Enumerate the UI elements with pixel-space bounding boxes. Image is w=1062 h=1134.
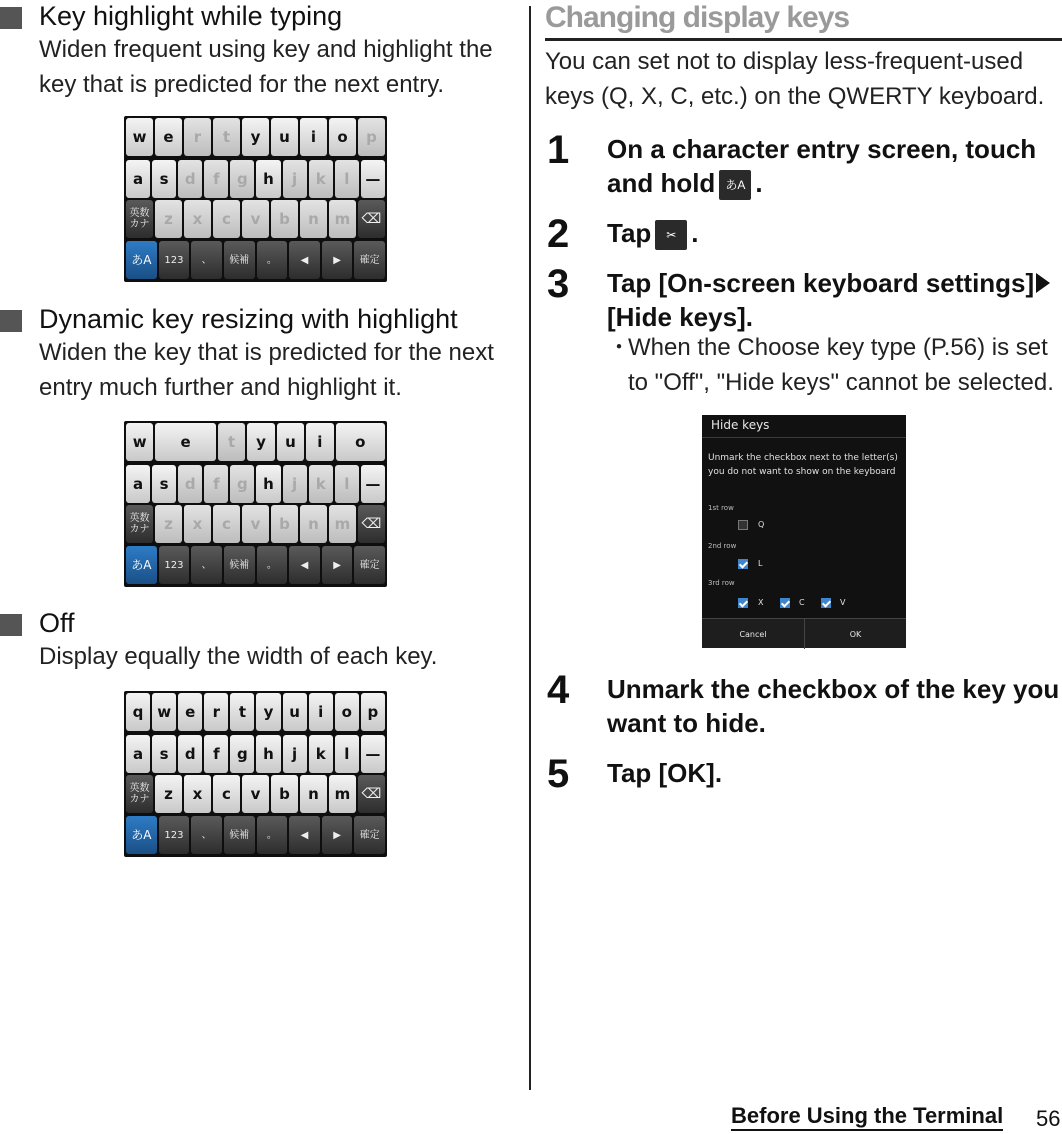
key-t[interactable]: t bbox=[218, 423, 245, 461]
keyboard-row bbox=[126, 735, 385, 773]
row-label: 1st row bbox=[708, 504, 734, 512]
key-p[interactable]: p bbox=[358, 118, 385, 156]
key-fn[interactable]: 候補 bbox=[224, 816, 255, 854]
intro-text: You can set not to display less-frequent-used keys (Q, X, C, etc.) on the QWERTY keyboard. bbox=[545, 48, 1045, 110]
dialog-message: Unmark the checkbox next to the letter(s) you do not want to show on the keyboard bbox=[708, 453, 898, 477]
key-t[interactable]: t bbox=[230, 693, 254, 731]
key-n[interactable]: n bbox=[300, 200, 327, 238]
key-v[interactable]: v bbox=[242, 505, 269, 543]
key-z[interactable]: z bbox=[155, 200, 182, 238]
step-text bbox=[607, 266, 1062, 334]
keyboard-row bbox=[126, 160, 385, 198]
section-description: Widen the key that is predicted for the next entry much further and highlight it. bbox=[39, 339, 494, 401]
column-divider bbox=[529, 6, 531, 1090]
checkbox-c[interactable] bbox=[780, 598, 790, 608]
key-fn[interactable]: 123 bbox=[159, 546, 190, 584]
page-number: 56 bbox=[1036, 1106, 1061, 1131]
step-text-part: [Hide keys]. bbox=[607, 302, 753, 332]
key-fn[interactable]: あA bbox=[126, 546, 157, 584]
section-header bbox=[0, 303, 520, 337]
key-fn[interactable]: ⌫ bbox=[358, 200, 385, 238]
key-a[interactable]: a bbox=[126, 465, 150, 503]
page-heading: Changing display keys bbox=[545, 1, 850, 34]
key-b[interactable]: b bbox=[271, 200, 298, 238]
key-fn[interactable]: — bbox=[361, 465, 385, 503]
key-z[interactable]: z bbox=[155, 775, 182, 813]
key-l[interactable]: l bbox=[335, 465, 359, 503]
key-i[interactable]: i bbox=[300, 118, 327, 156]
ok-button[interactable]: OK bbox=[804, 619, 906, 649]
key-fn[interactable]: ⌫ bbox=[358, 775, 385, 813]
step-number: 5 bbox=[547, 752, 570, 796]
key-fn[interactable]: 英数 カナ bbox=[126, 505, 153, 543]
dialog-title: Hide keys bbox=[711, 418, 770, 432]
key-x[interactable]: x bbox=[184, 775, 211, 813]
step-text-part: . bbox=[691, 218, 699, 248]
key-h[interactable]: h bbox=[256, 465, 280, 503]
keyboard-row bbox=[126, 505, 385, 543]
key-b[interactable]: b bbox=[271, 505, 298, 543]
step-number: 1 bbox=[547, 128, 570, 172]
key-l[interactable]: l bbox=[335, 160, 359, 198]
checkbox-label: V bbox=[840, 598, 846, 607]
key-r[interactable]: r bbox=[204, 693, 228, 731]
input-mode-icon: あA bbox=[719, 170, 751, 200]
key-f[interactable]: f bbox=[204, 735, 228, 773]
note-text: When the Choose key type (P.56) is set to "Off", "Hide keys" cannot be selected. bbox=[628, 334, 1054, 396]
key-k[interactable]: k bbox=[309, 465, 333, 503]
key-q[interactable]: q bbox=[126, 693, 150, 731]
section-description: Display equally the width of each key. bbox=[39, 643, 438, 670]
section-key-highlight bbox=[0, 0, 520, 98]
key-v[interactable]: v bbox=[242, 775, 269, 813]
step-text-part: . bbox=[755, 168, 763, 198]
key-g[interactable]: g bbox=[230, 735, 254, 773]
key-h[interactable]: h bbox=[256, 735, 280, 773]
checkbox-v[interactable] bbox=[821, 598, 831, 608]
key-s[interactable]: s bbox=[152, 160, 176, 198]
key-c[interactable]: c bbox=[213, 200, 240, 238]
key-j[interactable]: j bbox=[283, 735, 307, 773]
section-title: Key highlight while typing bbox=[39, 1, 343, 31]
key-fn[interactable]: 、 bbox=[191, 241, 222, 279]
key-e[interactable]: e bbox=[155, 118, 182, 156]
step-number: 3 bbox=[547, 262, 570, 306]
key-p[interactable]: p bbox=[361, 693, 385, 731]
key-v[interactable]: v bbox=[242, 200, 269, 238]
key-i[interactable]: i bbox=[306, 423, 333, 461]
row-label: 2nd row bbox=[708, 542, 737, 550]
key-e[interactable]: e bbox=[155, 423, 215, 461]
step-text-part: Tap bbox=[607, 218, 652, 248]
key-b[interactable]: b bbox=[271, 775, 298, 813]
hide-keys-dialog bbox=[702, 415, 906, 648]
key-m[interactable]: m bbox=[329, 505, 356, 543]
key-fn[interactable]: 英数 カナ bbox=[126, 200, 153, 238]
keyboard-row bbox=[126, 465, 385, 503]
key-m[interactable]: m bbox=[329, 200, 356, 238]
key-fn[interactable]: ◀ bbox=[289, 816, 320, 854]
key-fn[interactable]: 、 bbox=[191, 546, 222, 584]
step-text: Unmark the checkbox of the key you want to hide. bbox=[607, 674, 1060, 738]
key-s[interactable]: s bbox=[152, 465, 176, 503]
key-y[interactable]: y bbox=[242, 118, 269, 156]
key-x[interactable]: x bbox=[184, 200, 211, 238]
key-g[interactable]: g bbox=[230, 160, 254, 198]
key-y[interactable]: y bbox=[247, 423, 274, 461]
key-fn[interactable]: ⌫ bbox=[358, 505, 385, 543]
key-j[interactable]: j bbox=[283, 465, 307, 503]
key-fn[interactable]: ▶ bbox=[322, 546, 353, 584]
key-w[interactable]: w bbox=[152, 693, 176, 731]
key-fn[interactable]: 、 bbox=[191, 816, 222, 854]
key-e[interactable]: e bbox=[178, 693, 202, 731]
keyboard-row bbox=[126, 775, 385, 813]
key-d[interactable]: d bbox=[178, 465, 202, 503]
key-w[interactable]: w bbox=[126, 423, 153, 461]
footer-section-title: Before Using the Terminal bbox=[731, 1103, 1003, 1131]
key-fn[interactable]: 候補 bbox=[224, 546, 255, 584]
key-t[interactable]: t bbox=[213, 118, 240, 156]
key-r[interactable]: r bbox=[184, 118, 211, 156]
checkbox-label: Q bbox=[758, 520, 765, 529]
key-u[interactable]: u bbox=[271, 118, 298, 156]
key-a[interactable]: a bbox=[126, 735, 150, 773]
key-f[interactable]: f bbox=[204, 465, 228, 503]
key-fn[interactable]: — bbox=[361, 160, 385, 198]
keyboard-row bbox=[126, 241, 385, 279]
key-g[interactable]: g bbox=[230, 465, 254, 503]
key-d[interactable]: d bbox=[178, 735, 202, 773]
key-c[interactable]: c bbox=[213, 505, 240, 543]
key-s[interactable]: s bbox=[152, 735, 176, 773]
key-fn[interactable]: ▶ bbox=[322, 816, 353, 854]
cancel-button[interactable]: Cancel bbox=[739, 629, 767, 639]
key-fn[interactable]: ◀ bbox=[289, 241, 320, 279]
dialog-title-rule bbox=[702, 437, 906, 438]
step-text-part: On a character entry screen, touch and hold bbox=[607, 134, 1037, 198]
key-a[interactable]: a bbox=[126, 160, 150, 198]
key-f[interactable]: f bbox=[204, 160, 228, 198]
keyboard-row bbox=[126, 423, 385, 461]
key-fn[interactable]: あA bbox=[126, 816, 157, 854]
section-dynamic-resize bbox=[0, 303, 520, 401]
key-w[interactable]: w bbox=[126, 118, 153, 156]
key-fn[interactable]: 。 bbox=[257, 816, 288, 854]
key-k[interactable]: k bbox=[309, 160, 333, 198]
key-u[interactable]: u bbox=[277, 423, 304, 461]
row-label: 3rd row bbox=[708, 579, 735, 587]
settings-tools-icon: ✂ bbox=[655, 220, 687, 250]
keyboard-image bbox=[124, 691, 387, 857]
key-fn[interactable]: 。 bbox=[257, 546, 288, 584]
key-o[interactable]: o bbox=[336, 423, 385, 461]
key-o[interactable]: o bbox=[329, 118, 356, 156]
key-fn[interactable]: 確定 bbox=[354, 241, 385, 279]
keyboard-row bbox=[126, 816, 385, 854]
checkbox-l[interactable] bbox=[738, 559, 748, 569]
key-j[interactable]: j bbox=[283, 160, 307, 198]
step-number: 4 bbox=[547, 668, 570, 712]
key-fn[interactable]: ◀ bbox=[289, 546, 320, 584]
heading-rule bbox=[545, 38, 1062, 41]
key-c[interactable]: c bbox=[213, 775, 240, 813]
section-title: Dynamic key resizing with highlight bbox=[39, 304, 458, 334]
key-n[interactable]: n bbox=[300, 505, 327, 543]
key-fn[interactable]: ▶ bbox=[322, 241, 353, 279]
arrow-right-icon bbox=[1036, 273, 1050, 293]
key-d[interactable]: d bbox=[178, 160, 202, 198]
key-u[interactable]: u bbox=[283, 693, 307, 731]
key-fn[interactable]: — bbox=[361, 735, 385, 773]
key-y[interactable]: y bbox=[256, 693, 280, 731]
square-bullet-icon bbox=[0, 7, 22, 29]
section-off bbox=[0, 607, 520, 670]
section-title: Off bbox=[39, 608, 75, 638]
checkbox-q[interactable] bbox=[738, 520, 748, 530]
dialog-buttons bbox=[702, 618, 906, 648]
square-bullet-icon bbox=[0, 614, 22, 636]
key-h[interactable]: h bbox=[256, 160, 280, 198]
keyboard-image bbox=[124, 116, 387, 282]
key-k[interactable]: k bbox=[309, 735, 333, 773]
step-number: 2 bbox=[547, 212, 570, 256]
note-bullet: ・ bbox=[607, 334, 631, 361]
key-fn[interactable]: 確定 bbox=[354, 546, 385, 584]
key-x[interactable]: x bbox=[184, 505, 211, 543]
checkbox-x[interactable] bbox=[738, 598, 748, 608]
key-fn[interactable]: 。 bbox=[257, 241, 288, 279]
keyboard-row bbox=[126, 200, 385, 238]
keyboard-row bbox=[126, 693, 385, 731]
step-text-part: Tap [On-screen keyboard settings] bbox=[607, 268, 1035, 298]
checkbox-label: X bbox=[758, 598, 764, 607]
step-text: Tap [OK]. bbox=[607, 758, 723, 788]
key-m[interactable]: m bbox=[329, 775, 356, 813]
square-bullet-icon bbox=[0, 310, 22, 332]
key-n[interactable]: n bbox=[300, 775, 327, 813]
key-i[interactable]: i bbox=[309, 693, 333, 731]
key-fn[interactable]: あA bbox=[126, 241, 157, 279]
step-text bbox=[607, 132, 1062, 200]
checkbox-label: C bbox=[799, 598, 805, 607]
checkbox-label: L bbox=[758, 559, 763, 568]
keyboard-image bbox=[124, 421, 387, 587]
key-fn[interactable]: 英数 カナ bbox=[126, 775, 153, 813]
key-l[interactable]: l bbox=[335, 735, 359, 773]
key-fn[interactable]: 候補 bbox=[224, 241, 255, 279]
section-header bbox=[0, 0, 520, 34]
keyboard-row bbox=[126, 546, 385, 584]
key-fn[interactable]: 確定 bbox=[354, 816, 385, 854]
key-o[interactable]: o bbox=[335, 693, 359, 731]
key-fn[interactable]: 123 bbox=[159, 241, 190, 279]
keyboard-row bbox=[126, 118, 385, 156]
step-text bbox=[607, 216, 1062, 250]
key-z[interactable]: z bbox=[155, 505, 182, 543]
section-header bbox=[0, 607, 520, 641]
section-description: Widen frequent using key and highlight the key that is predicted for the next entry. bbox=[39, 36, 493, 98]
key-fn[interactable]: 123 bbox=[159, 816, 190, 854]
